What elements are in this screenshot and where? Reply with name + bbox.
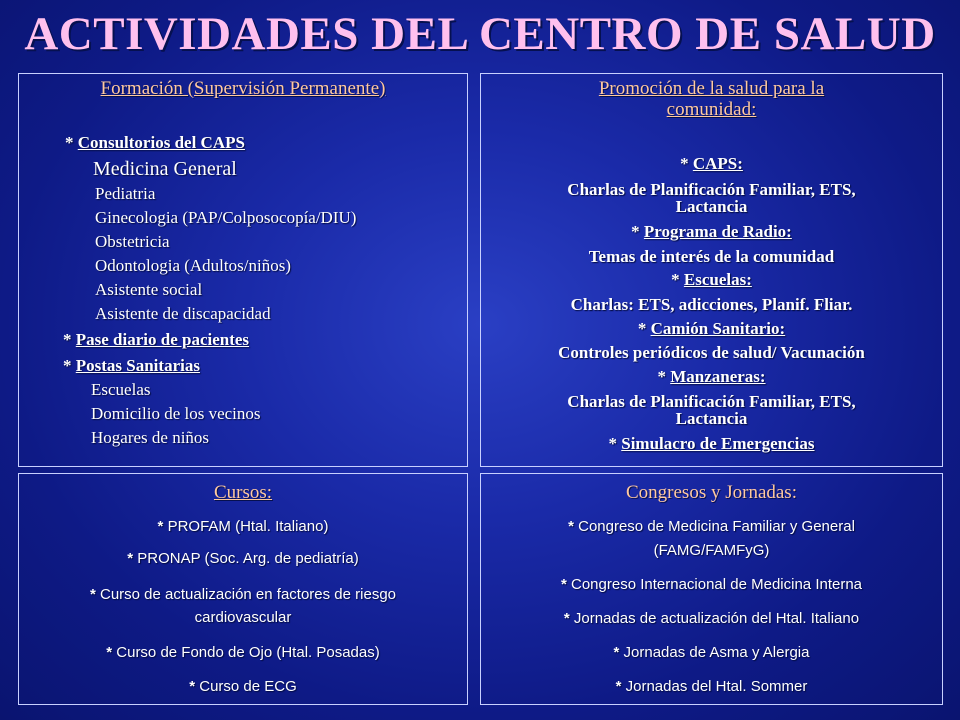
promocion-section-caps [481,156,942,172]
list-item [481,540,942,562]
section-label: Postas Sanitarias [75,356,200,375]
promocion-text: Lactancia [675,197,748,216]
list-item-text: Congreso de Medicina Familiar y General [578,518,855,535]
bullet-star: * [563,610,570,627]
list-item-text: PRONAP (Soc. Arg. de pediatría) [137,550,359,567]
list-item: Domicilio de los vecinos [91,404,261,423]
bullet-star: * [631,222,640,241]
bullet-star: * [568,518,574,535]
list-item: Odontologia (Adultos/niños) [95,256,291,275]
list-item-text: Jornadas de actualización del Htal. Italiano [573,610,860,627]
list-item: Asistente de discapacidad [95,304,271,323]
promocion-section-manzaneras [481,369,942,385]
promocion-section-simulacro [481,436,942,452]
bullet-star: * [89,586,96,603]
list-item-text: Curso de actualización en factores de riesgo [100,586,397,603]
bullet-star: * [63,330,72,349]
list-item-text: PROFAM (Htal. Italiano) [167,518,329,535]
list-item-text: Curso de Fondo de Ojo (Htal. Posadas) [116,644,380,661]
bullet-star: * [657,367,666,386]
list-item [481,516,942,538]
promocion-section-camion [481,321,942,337]
list-item-text: cardiovascular [194,609,292,626]
promocion-heading-line2: comunidad: [666,99,757,120]
congresos-heading [481,474,942,504]
cursos-heading [19,474,467,504]
list-item [481,608,942,630]
formacion-section-pase-diario [63,329,249,351]
list-item [19,642,467,664]
list-item [481,642,942,664]
list-item-text: Jornadas de Asma y Alergia [623,644,810,661]
formacion-heading: Formación (Supervisión Permanente) [100,78,386,99]
formacion-section-postas [63,355,200,377]
section-label: Programa de Radio: [643,222,792,241]
congresos-box [480,473,943,705]
page-title: ACTIVIDADES DEL CENTRO DE SALUD [24,8,936,60]
bullet-star: * [63,356,72,375]
section-label: Manzaneras: [670,367,766,386]
promocion-text: Lactancia [675,409,748,428]
bullet-star: * [65,133,74,152]
promocion-heading-line1: Promoción de la salud para la [598,78,825,99]
bullet-star: * [615,678,622,695]
bullet-star: * [671,270,680,289]
list-item [481,574,942,596]
promocion-text: Temas de interés de la comunidad [588,247,835,266]
congresos-heading-text: Congresos y Jornadas: [626,482,797,503]
section-label: Consultorios del CAPS [77,133,245,152]
promocion-section-escuelas [481,272,942,288]
list-item-text: Jornadas del Htal. Sommer [625,678,808,695]
list-item-text: Curso de ECG [199,678,297,695]
section-label: Camión Sanitario: [650,319,786,338]
list-item: Ginecologia (PAP/Colposocopía/DIU) [95,208,357,227]
bullet-star: * [127,550,134,567]
section-label: Simulacro de Emergencias [621,434,815,453]
list-item: Hogares de niños [91,428,210,447]
bullet-star: * [157,518,164,535]
list-item: Pediatria [95,184,156,203]
list-item [19,676,467,698]
promocion-heading [481,74,942,120]
section-label: CAPS: [692,154,743,173]
bullet-star: * [680,154,689,173]
list-item [19,516,467,538]
list-item [481,676,942,698]
bullet-star: * [106,644,113,661]
list-item [19,607,467,629]
bullet-star: * [560,576,567,593]
bullet-star: * [613,644,620,661]
list-item: Obstetricia [95,232,170,251]
list-item [19,584,467,606]
promocion-section-radio [481,224,942,240]
list-item [19,548,467,570]
promocion-box [480,73,943,467]
list-item-text: (FAMG/FAMFyG) [653,542,770,559]
promocion-text: Charlas de Planificación Familiar, ETS, [567,180,856,199]
formacion-section-consultorios [65,132,245,154]
list-item: Escuelas [91,380,151,399]
bullet-star: * [637,319,647,338]
promocion-text: Charlas de Planificación Familiar, ETS, [567,392,856,411]
promocion-text: Controles periódicos de salud/ Vacunación [558,343,865,362]
list-item: Asistente social [95,280,203,299]
cursos-box [18,473,468,705]
bullet-star: * [608,434,617,453]
list-item: Medicina General [93,158,237,180]
cursos-heading-text: Cursos: [213,482,273,503]
promocion-text: Charlas: ETS, adicciones, Planif. Fliar. [570,295,853,314]
list-item-text: Congreso Internacional de Medicina Interna [571,576,863,593]
bullet-star: * [189,678,196,695]
formacion-box [18,73,468,467]
section-label: Escuelas: [683,270,752,289]
section-label: Pase diario de pacientes [75,330,250,349]
